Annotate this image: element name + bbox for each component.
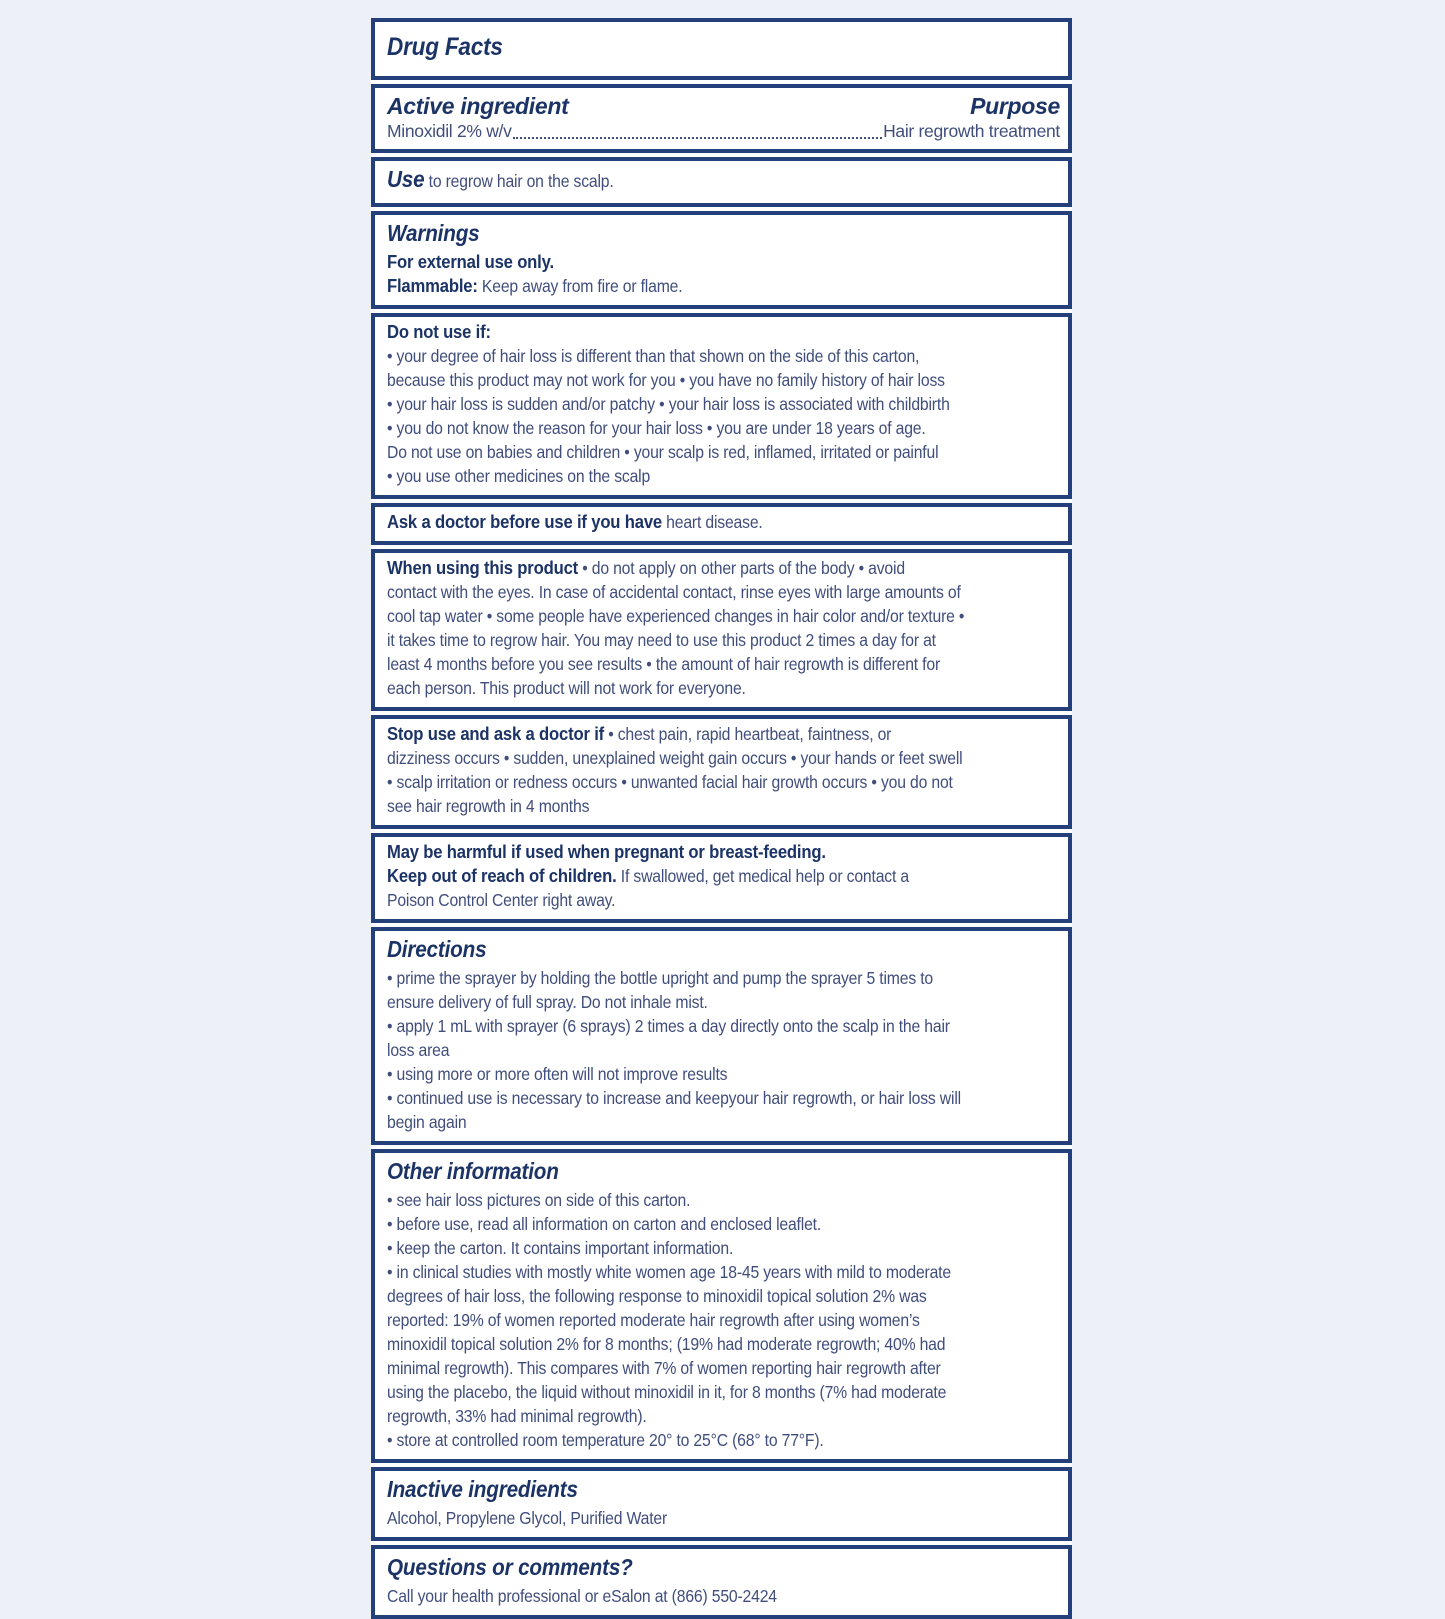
text-line <box>387 677 993 701</box>
text-line <box>387 417 993 441</box>
text-line <box>387 723 993 747</box>
ingredient-purpose-header <box>387 92 1060 120</box>
text-line <box>387 1063 993 1087</box>
text-segment: contact with the eyes. In case of accidental contact, rinse eyes with large amounts of <box>387 582 961 602</box>
section-heading: Other information <box>387 1158 559 1184</box>
text-line <box>387 1309 993 1333</box>
text-line <box>387 1357 993 1381</box>
text-segment: Poison Control Center right away. <box>387 890 616 910</box>
text-line <box>387 935 993 967</box>
text-segment: begin again <box>387 1112 467 1132</box>
text-segment: cool tap water • some people have experienced changes in hair color and/or texture • <box>387 606 965 626</box>
text-segment: • using more or more often will not improve results <box>387 1064 728 1084</box>
text-segment: • see hair loss pictures on side of this carton. <box>387 1190 691 1210</box>
text-line <box>387 1475 993 1507</box>
text-segment: • you do not know the reason for your hair loss • you are under 18 years of age. <box>387 418 926 438</box>
text-line <box>387 165 993 197</box>
text-segment: each person. This product will not work for everyone. <box>387 678 746 698</box>
text-segment: reported: 19% of women reported moderate hair regrowth after using women’s <box>387 1310 920 1330</box>
text-line <box>387 967 993 991</box>
text-line <box>387 629 993 653</box>
text-segment: If swallowed, get medical help or contact a <box>616 866 909 886</box>
text-line <box>387 991 993 1015</box>
drug-facts-label <box>371 18 1072 1619</box>
text-line <box>387 393 993 417</box>
text-segment: see hair regrowth in 4 months <box>387 796 590 816</box>
section-stop-use <box>371 715 1072 829</box>
text-line <box>387 1285 993 1309</box>
text-segment: Do not use on babies and children • your scalp is red, inflamed, irritated or painful <box>387 442 939 462</box>
section-warnings <box>371 211 1072 309</box>
text-segment: regrowth, 33% had minimal regrowth). <box>387 1406 647 1426</box>
section-heading: Questions or comments? <box>387 1554 633 1580</box>
text-segment: • store at controlled room temperature 20° to 25°C (68° to 77°F). <box>387 1430 824 1450</box>
section-pregnancy-warning <box>371 833 1072 923</box>
text-segment: heart disease. <box>661 512 763 532</box>
text-line <box>387 1087 993 1111</box>
text-line <box>387 1585 993 1609</box>
section-directions <box>371 927 1072 1145</box>
section-inactive-ingredients <box>371 1467 1072 1541</box>
text-line <box>387 1507 993 1531</box>
text-line <box>387 31 993 67</box>
text-segment: using the placebo, the liquid without minoxidil in it, for 8 months (7% had moderate <box>387 1382 947 1402</box>
text-line <box>387 1189 993 1213</box>
section-questions-or-comments <box>371 1545 1072 1619</box>
text-line <box>387 795 993 819</box>
text-line <box>387 1261 993 1285</box>
text-segment: Stop use and ask a doctor if <box>387 723 605 744</box>
text-line <box>387 321 993 345</box>
text-segment: Do not use if: <box>387 321 491 342</box>
text-segment: • you use other medicines on the scalp <box>387 466 651 486</box>
text-segment: • do not apply on other parts of the body • avoid <box>578 558 905 578</box>
text-line <box>387 1213 993 1237</box>
text-segment: Call your health professional or eSalon at (866) 550-2424 <box>387 1586 777 1606</box>
text-segment: degrees of hair loss, the following response to minoxidil topical solution 2% was <box>387 1286 927 1306</box>
text-line <box>387 219 993 251</box>
text-segment: loss area <box>387 1040 450 1060</box>
text-line <box>387 1039 993 1063</box>
text-segment: it takes time to regrow hair. You may need to use this product 2 times a day for at <box>387 630 936 650</box>
text-segment: • continued use is necessary to increase and keepyour hair regrowth, or hair loss will <box>387 1088 961 1108</box>
text-segment: Keep away from fire or flame. <box>477 276 683 296</box>
text-line <box>387 1381 993 1405</box>
text-segment: • in clinical studies with mostly white women age 18-45 years with mild to moderate <box>387 1262 951 1282</box>
text-segment: • chest pain, rapid heartbeat, faintness, or <box>604 724 892 744</box>
text-segment: • apply 1 mL with sprayer (6 sprays) 2 times a day directly onto the scalp in the hair <box>387 1016 950 1036</box>
section-other-information <box>371 1149 1072 1463</box>
text-line <box>387 441 993 465</box>
text-segment: Ask a doctor before use if you have <box>387 511 662 532</box>
section-heading: Inactive ingredients <box>387 1476 578 1502</box>
text-line <box>387 1429 993 1453</box>
section-heading: Drug Facts <box>387 33 503 61</box>
text-line <box>387 1111 993 1135</box>
section-drug-facts-title <box>371 18 1072 80</box>
text-line <box>387 465 993 489</box>
purpose-value: Hair regrowth treatment <box>883 121 1060 141</box>
text-line <box>387 369 993 393</box>
text-segment: least 4 months before you see results • the amount of hair regrowth is different for <box>387 654 941 674</box>
text-line <box>387 557 993 581</box>
section-do-not-use <box>371 313 1072 499</box>
text-segment: to regrow hair on the scalp. <box>424 171 614 191</box>
text-segment: minoxidil topical solution 2% for 8 months; (19% had moderate regrowth; 40% had <box>387 1334 946 1354</box>
section-when-using <box>371 549 1072 711</box>
text-line <box>387 1405 993 1429</box>
text-line <box>387 251 993 275</box>
text-line <box>387 1237 993 1261</box>
text-segment: Keep out of reach of children. <box>387 865 617 886</box>
text-segment: • scalp irritation or redness occurs • unwanted facial hair growth occurs • you do not <box>387 772 953 792</box>
section-ask-a-doctor <box>371 503 1072 545</box>
text-segment: When using this product <box>387 557 579 578</box>
text-line <box>387 345 993 369</box>
text-line <box>387 275 993 299</box>
purpose-heading: Purpose <box>970 93 1060 119</box>
text-line <box>387 605 993 629</box>
text-line <box>387 771 993 795</box>
text-line <box>387 1553 993 1585</box>
text-segment: dizziness occurs • sudden, unexplained weight gain occurs • your hands or feet swell <box>387 748 963 768</box>
text-line <box>387 841 993 865</box>
section-heading: Directions <box>387 936 487 962</box>
text-segment: because this product may not work for you • you have no family history of hair loss <box>387 370 945 390</box>
section-heading: Warnings <box>387 220 480 246</box>
text-line <box>387 1015 993 1039</box>
text-segment: • keep the carton. It contains important information. <box>387 1238 734 1258</box>
text-segment: • your hair loss is sudden and/or patchy • your hair loss is associated with childbirth <box>387 394 950 414</box>
text-line <box>387 747 993 771</box>
active-ingredient-heading: Active ingredient <box>387 93 569 119</box>
text-segment: minimal regrowth). This compares with 7% of women reporting hair regrowth after <box>387 1358 941 1378</box>
text-line <box>387 1157 993 1189</box>
text-segment: • prime the sprayer by holding the bottle upright and pump the sprayer 5 times to <box>387 968 934 988</box>
ingredient-purpose-row <box>387 120 1060 143</box>
section-use <box>371 157 1072 207</box>
text-line <box>387 889 993 913</box>
text-segment: Alcohol, Propylene Glycol, Purified Water <box>387 1508 668 1528</box>
text-line <box>387 865 993 889</box>
text-segment: For external use only. <box>387 251 554 272</box>
dotted-leader <box>513 137 883 139</box>
text-line <box>387 1333 993 1357</box>
text-segment: May be harmful if used when pregnant or breast-feeding. <box>387 841 826 862</box>
section-heading: Use <box>387 166 425 192</box>
text-line <box>387 581 993 605</box>
text-line <box>387 511 993 535</box>
text-segment: • your degree of hair loss is different than that shown on the side of this carton, <box>387 346 920 366</box>
section-active-ingredient <box>371 84 1072 153</box>
text-segment: • before use, read all information on carton and enclosed leaflet. <box>387 1214 822 1234</box>
active-ingredient-name: Minoxidil 2% w/v <box>387 121 512 141</box>
text-line <box>387 653 993 677</box>
text-segment: Flammable: <box>387 275 478 296</box>
text-segment: ensure delivery of full spray. Do not inhale mist. <box>387 992 708 1012</box>
